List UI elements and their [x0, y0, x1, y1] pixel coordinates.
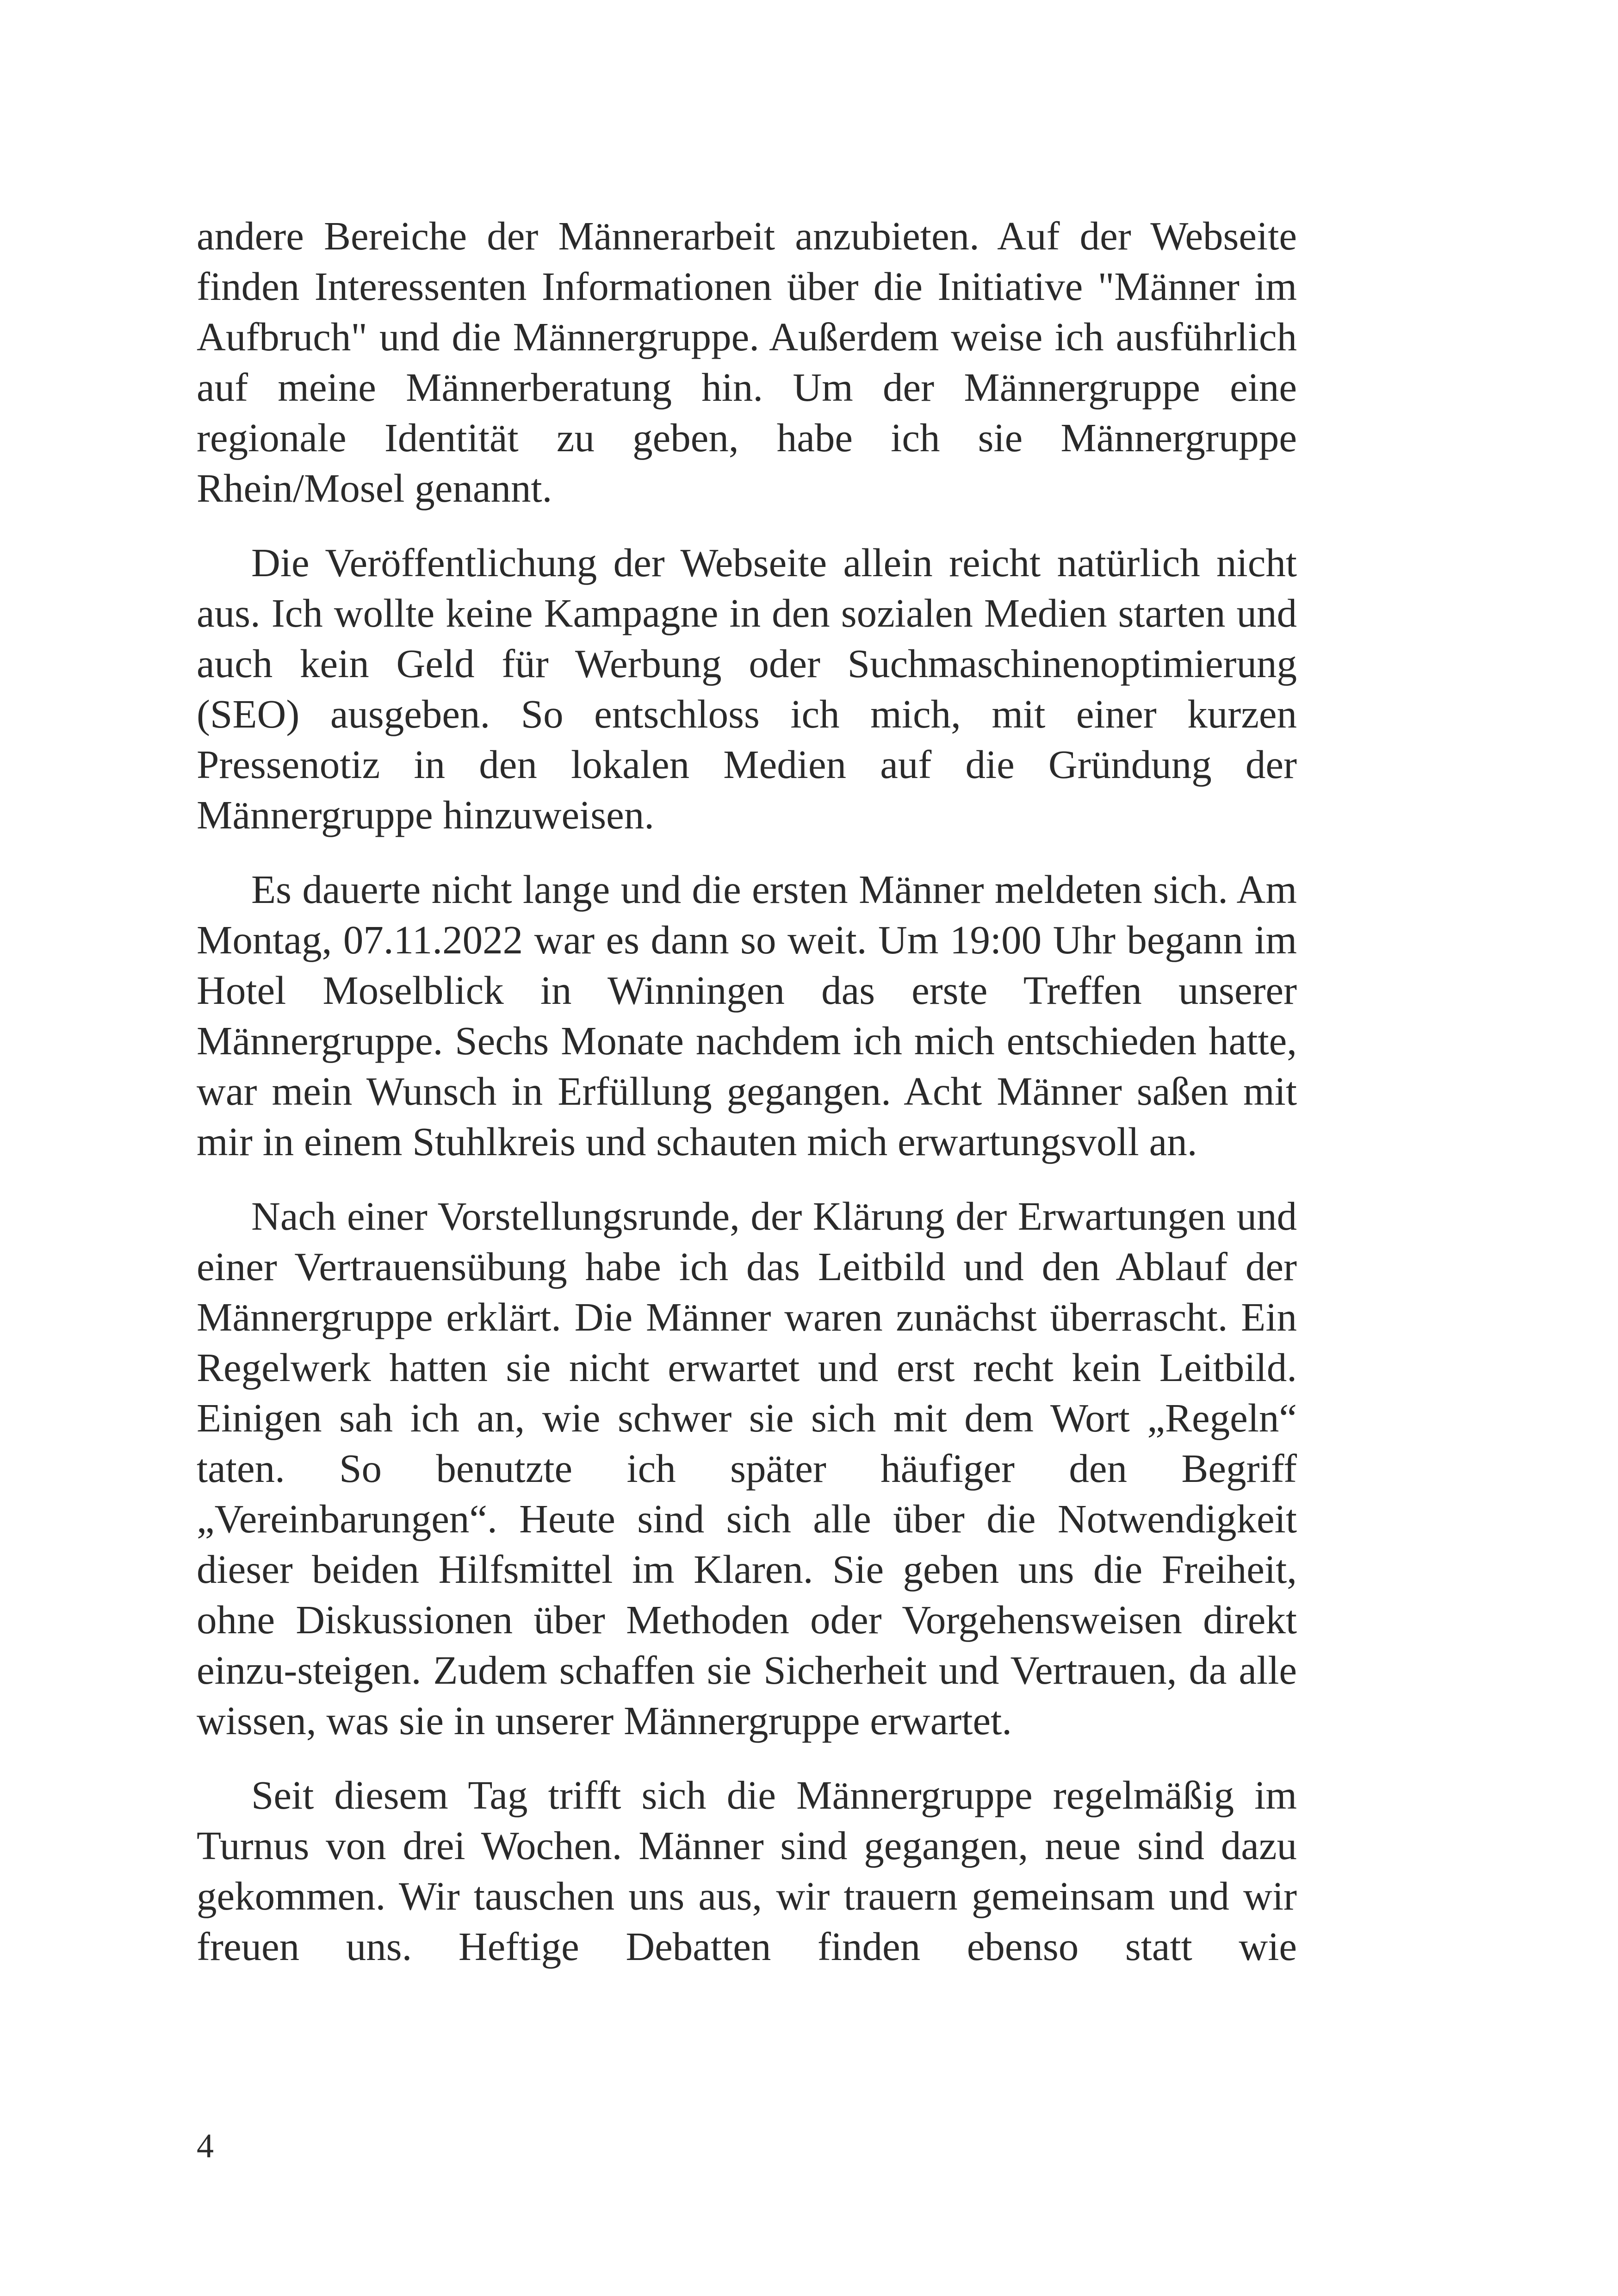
paragraph-3: Es dauerte nicht lange und die ersten Männer meldeten sich. Am Montag, 07.11.2022 war es dann so weit. Um 19:00 Uhr begann im Hotel Moselblick in Winningen das erste Treffen unserer Männergruppe. Sechs Monate nachdem ich mich entschieden hatte, war mein Wunsch in Erfüllung gegangen. Acht Männer saßen mit mir in einem Stuhlkreis und schauten mich erwartungsvoll an. — [197, 867, 1297, 1164]
paragraph-2: Die Veröffentlichung der Webseite allein reicht natürlich nicht aus. Ich wollte keine Kampagne in den sozialen Medien starten und auch kein Geld für Werbung oder Suchmaschinenoptimierung (SEO) ausgeben. So entschloss ich mich, mit einer kurzen Pressenotiz in den lokalen Medien auf die Gründung der Männergruppe hinzuweisen. — [197, 540, 1297, 837]
paragraph-4: Nach einer Vorstellungsrunde, der Klärung der Erwartungen und einer Vertrauensübung habe ich das Leitbild und den Ablauf der Männergruppe erklärt. Die Männer waren zunächst überrascht. Ein Regelwerk hatten sie nicht erwartet und erst recht kein Leitbild. Einigen sah ich an, wie schwer sie sich mit dem Wort „Regeln“ taten. So benutzte ich später häufiger den Begriff „Vereinbarungen“. Heute sind sich alle über die Notwendigkeit dieser beiden Hilfsmittel im Klaren. Sie geben uns die Freiheit, ohne Diskussionen über Methoden oder Vorgehensweisen direkt einzu-steigen. Zudem schaffen sie Sicherheit und Vertrauen, da alle wissen, was sie in unserer Männergruppe erwartet. — [197, 1194, 1297, 1743]
body-text — [197, 211, 1297, 1996]
page-number: 4 — [197, 2127, 214, 2165]
paragraph-5: Seit diesem Tag trifft sich die Männergruppe regelmäßig im Turnus von drei Wochen. Männer sind gegangen, neue sind dazu gekommen. Wir tauschen uns aus, wir trauern gemeinsam und wir freuen uns. Heftige Debatten finden ebenso statt wie — [197, 1773, 1297, 1969]
paragraph-1: andere Bereiche der Männerarbeit anzubieten. Auf der Webseite finden Interessenten Informationen über die Initiative "Männer im Aufbruch" und die Männergruppe. Außerdem weise ich ausführlich auf meine Männerberatung hin. Um der Männergruppe eine regionale Identität zu geben, habe ich sie Männergruppe Rhein/Mosel genannt. — [197, 213, 1297, 510]
